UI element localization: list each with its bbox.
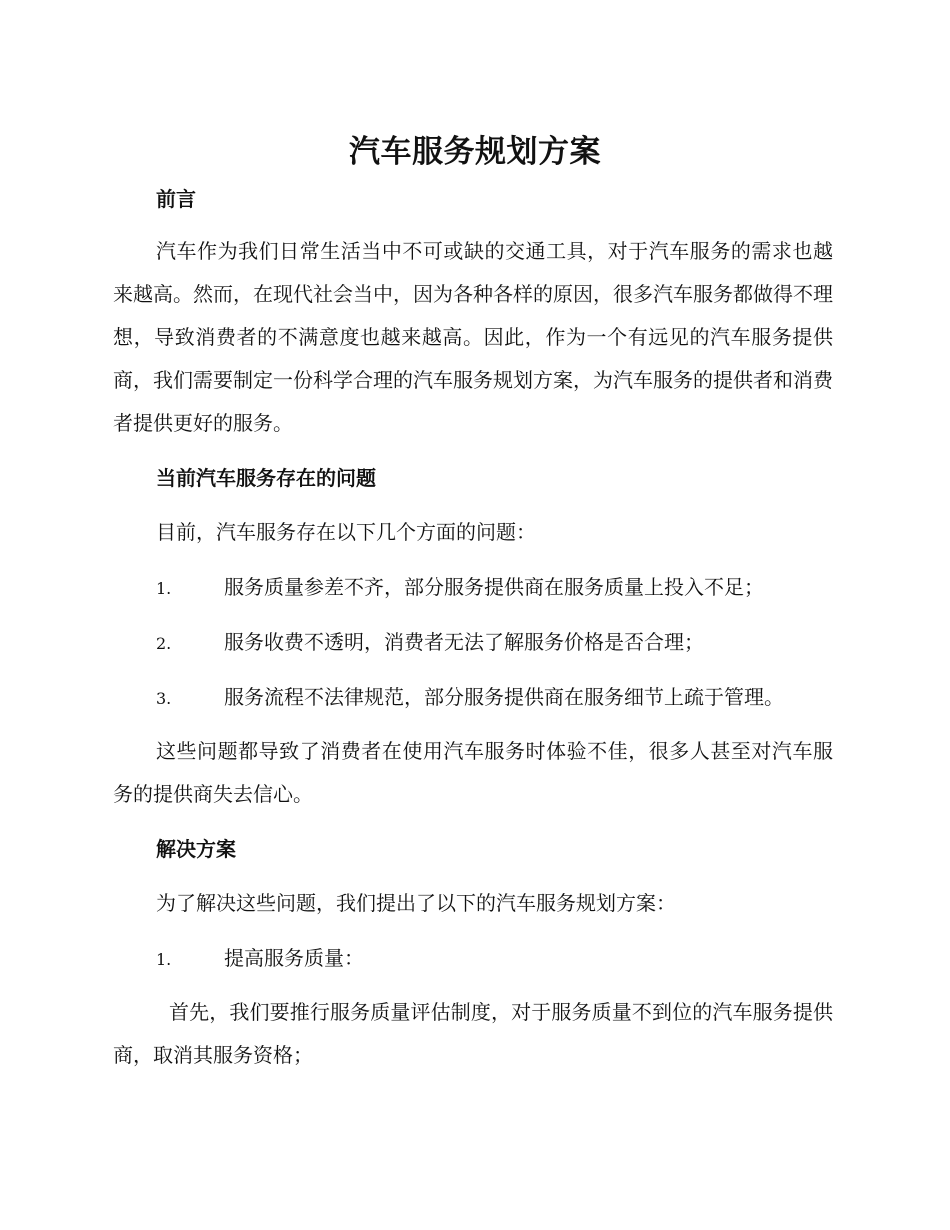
list-item-text: 服务质量参差不齐，部分服务提供商在服务质量上投入不足； bbox=[224, 575, 764, 599]
solutions-list-item-1 bbox=[156, 943, 836, 975]
problems-intro: 目前，汽车服务存在以下几个方面的问题： bbox=[156, 520, 536, 544]
problems-list-item-1 bbox=[156, 572, 836, 604]
problems-list-item-3 bbox=[156, 682, 836, 714]
list-item-number: 2. bbox=[156, 634, 172, 653]
list-item-text: 提高服务质量： bbox=[224, 946, 364, 970]
section-heading-preface: 前言 bbox=[156, 187, 196, 211]
list-item-number: 1. bbox=[156, 950, 172, 969]
solutions-intro: 为了解决这些问题，我们提出了以下的汽车服务规划方案： bbox=[156, 891, 676, 915]
problems-list-item-2 bbox=[156, 627, 836, 659]
section-heading-problems: 当前汽车服务存在的问题 bbox=[156, 466, 376, 490]
section-heading-solutions: 解决方案 bbox=[156, 837, 236, 861]
preface-paragraph: 汽车作为我们日常生活当中不可或缺的交通工具，对于汽车服务的需求也越来越高。然而，在现代社会当中，因为各种各样的原因，很多汽车服务都做得不理想，导致消费者的不满意度也越来越高。因此，作为一个有远见的汽车服务提供商，我们需要制定一份科学合理的汽车服务规划方案，为汽车服务的提供者和消费者提供更好的服务。 bbox=[113, 239, 833, 435]
list-item-text: 服务流程不法律规范，部分服务提供商在服务细节上疏于管理。 bbox=[224, 685, 784, 709]
document-title: 汽车服务规划方案 bbox=[349, 134, 601, 170]
list-item-number: 1. bbox=[156, 579, 172, 598]
solutions-detail: 首先，我们要推行服务质量评估制度，对于服务质量不到位的汽车服务提供商，取消其服务资格； bbox=[113, 1000, 833, 1067]
problems-conclusion: 这些问题都导致了消费者在使用汽车服务时体验不佳，很多人甚至对汽车服务的提供商失去信心。 bbox=[113, 739, 833, 806]
list-item-text: 服务收费不透明，消费者无法了解服务价格是否合理； bbox=[224, 630, 704, 654]
list-item-number: 3. bbox=[156, 689, 172, 708]
